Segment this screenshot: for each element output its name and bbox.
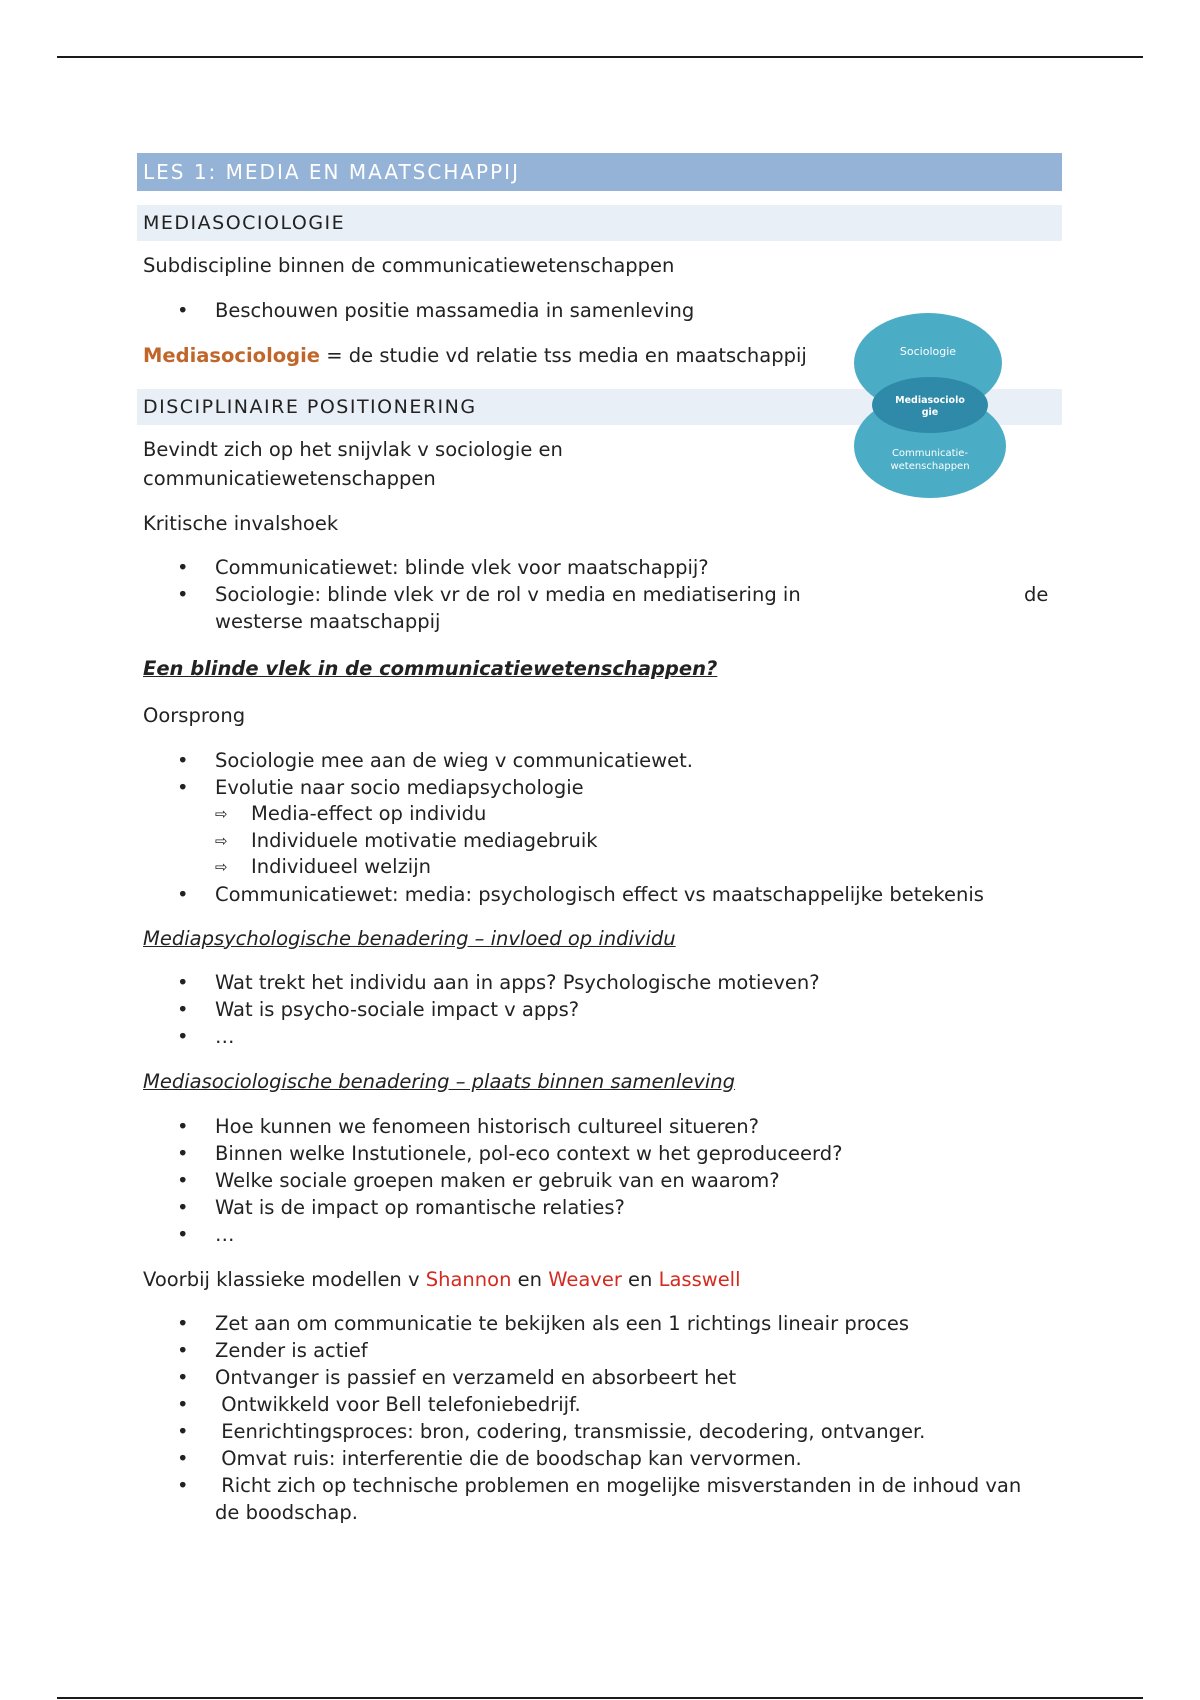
bullet-icon: • [177, 1392, 189, 1416]
oorsprong-label: Oorsprong [143, 704, 246, 727]
bullet-icon: • [177, 1168, 189, 1192]
list-item: • Wat is de impact op romantische relaties? [177, 1195, 625, 1219]
list-item: • Sociologie mee aan de wieg v communicatiewet. [177, 749, 693, 772]
bullet-icon: • [177, 970, 189, 994]
list-item: • Communicatiewet: blinde vlek voor maatschappij? [177, 556, 709, 579]
arrow-right-icon: ⇨ [215, 831, 228, 850]
venn-diagram [848, 313, 1018, 503]
name-shannon: Shannon [425, 1267, 512, 1291]
section-heading-mediasociologie: MEDIASOCIOLOGIE [137, 205, 1062, 241]
bullet-list-oorsprong [137, 747, 1062, 801]
positionering-line-2: communicatiewetenschappen [143, 467, 436, 490]
bullet-list-oorsprong-cont [137, 881, 1062, 908]
list-item: • Richt zich op technische problemen en mogelijke misverstanden in de inhoud van de boodschap. [177, 1473, 1022, 1524]
list-item: • Beschouwen positie massamedia in samenleving [177, 299, 695, 322]
list-item: • Communicatiewet: media: psychologisch effect vs maatschappelijke betekenis [177, 882, 984, 906]
arrow-right-icon: ⇨ [215, 805, 228, 823]
kritische-invalshoek: Kritische invalshoek [143, 512, 339, 535]
bullet-icon: • [177, 1311, 189, 1335]
bullet-icon: • [177, 997, 189, 1021]
models-intro: Voorbij klassieke modellen v Shannon en Weaver en Lasswell [143, 1267, 741, 1291]
list-item: • Ontvanger is passief en verzameld en absorbeert het [177, 1365, 737, 1389]
intro-paragraph: Subdiscipline binnen de communicatiewetenschappen [143, 254, 675, 277]
list-item: • Omvat ruis: interferentie die de boodschap kan vervormen. [177, 1446, 802, 1470]
venn-label-bottom-1: Communicatie- [891, 448, 969, 459]
definition-term: Mediasociologie [143, 344, 321, 367]
bullet-icon: • [177, 1365, 189, 1389]
bullet-icon: • [177, 1195, 189, 1219]
bullet-icon: • [177, 882, 189, 906]
blinde-vlek-heading: Een blinde vlek in de communicatiewetenschappen? [143, 657, 718, 680]
bullet-icon: • [177, 1222, 189, 1246]
bullet-icon: • [177, 1446, 189, 1470]
list-item: • Sociologie: blinde vlek vr de rol v media en mediatisering in de westerse maatschappij [177, 583, 1049, 633]
list-item: • … [177, 1222, 235, 1246]
list-item: • Wat is psycho-sociale impact v apps? [177, 997, 580, 1021]
bullet-icon: • [177, 1338, 189, 1362]
bullet-icon: • [177, 583, 189, 606]
sub-list-item: ⇨ Individuele motivatie mediagebruik [137, 828, 1062, 855]
bullet-icon: • [177, 749, 189, 772]
list-item: • Wat trekt het individu aan in apps? Psychologische motieven? [177, 970, 820, 994]
bullet-list-socio [137, 1113, 1062, 1248]
list-item: • … [177, 1024, 235, 1048]
footer-rule [57, 1697, 1143, 1699]
trailing-word: de [1024, 583, 1049, 606]
bullet-icon: • [177, 299, 189, 322]
psych-heading: Mediapsychologische benadering – invloed op individu [143, 926, 676, 950]
list-item: • Ontwikkeld voor Bell telefoniebedrijf. [177, 1392, 581, 1416]
list-item: • Hoe kunnen we fenomeen historisch cultureel situeren? [177, 1114, 759, 1138]
bullet-list-kritisch [137, 554, 1062, 635]
socio-heading: Mediasociologische benadering – plaats binnen samenleving [143, 1069, 736, 1093]
venn-label-bottom-2: wetenschappen [890, 461, 970, 472]
bullet-icon: • [177, 1024, 189, 1048]
bullet-icon: • [177, 1141, 189, 1165]
bullet-icon: • [177, 1419, 189, 1443]
positionering-line-1: Bevindt zich op het snijvlak v sociologie en [143, 438, 563, 461]
header-rule [57, 56, 1143, 58]
bullet-list-models [137, 1310, 1062, 1526]
list-item: • Evolutie naar socio mediapsychologie [177, 776, 584, 799]
list-item: • Eenrichtingsproces: bron, codering, transmissie, decodering, ontvanger. [177, 1419, 926, 1443]
list-item: • Zender is actief [177, 1338, 368, 1362]
list-item: • Zet aan om communicatie te bekijken als een 1 richtings lineair proces [177, 1311, 910, 1335]
bullet-icon: • [177, 1114, 189, 1138]
bullet-icon: • [177, 556, 189, 579]
sub-list-evolutie [137, 801, 1062, 881]
section-heading-positionering: DISCIPLINAIRE POSITIONERING [137, 389, 1062, 425]
venn-label-top: Sociologie [899, 345, 957, 358]
name-lasswell: Lasswell [658, 1267, 741, 1291]
bullet-icon: • [177, 1473, 189, 1497]
bullet-icon: • [177, 776, 189, 799]
arrow-right-icon: ⇨ [215, 858, 228, 876]
list-item: • Binnen welke Instutionele, pol-eco context w het geproduceerd? [177, 1141, 843, 1165]
venn-label-middle-1: Mediasociolo [895, 395, 965, 406]
sub-list-item: ⇨ Media-effect op individu [137, 801, 1062, 828]
venn-label-middle-2: gie [921, 407, 939, 418]
sub-list-item: ⇨ Individueel welzijn [137, 854, 1062, 881]
definition-text: = de studie vd relatie tss media en maatschappij [320, 344, 807, 367]
bullet-list-psych [137, 969, 1062, 1050]
name-weaver: Weaver [548, 1267, 622, 1291]
list-item: • Welke sociale groepen maken er gebruik van en waarom? [177, 1168, 780, 1192]
lesson-heading: LES 1: MEDIA EN MAATSCHAPPIJ [137, 153, 1062, 191]
